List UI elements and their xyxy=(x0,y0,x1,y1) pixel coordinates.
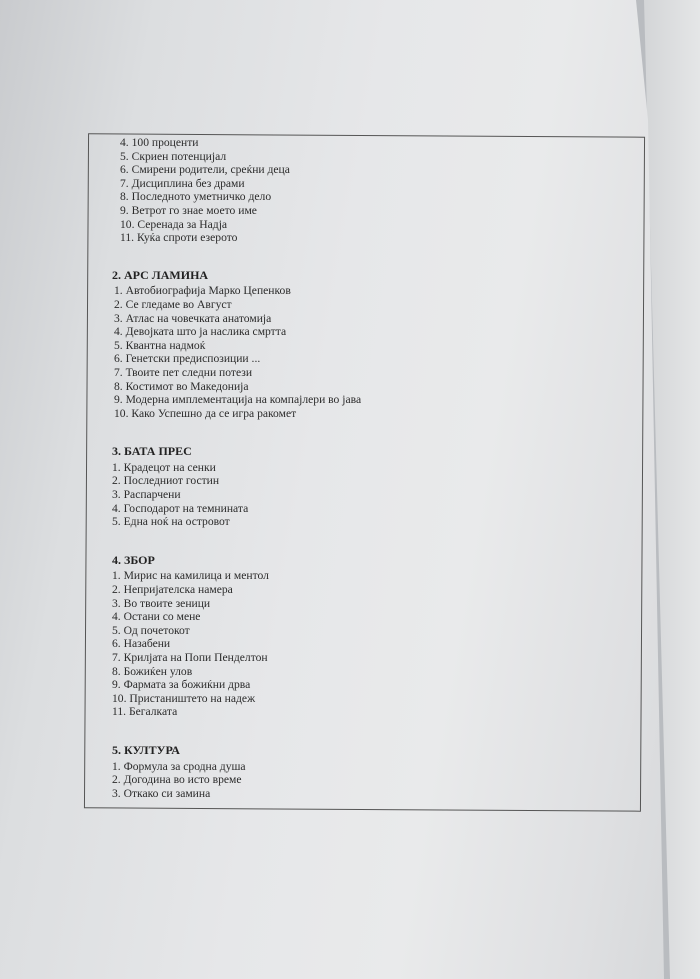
list-item: 10. Како Успешно да се игра ракомет xyxy=(114,406,297,420)
section-zbor xyxy=(112,554,612,719)
list-item: 8. Последното уметничко дело xyxy=(120,190,272,204)
list-item: 3. Атлас на човечката анатомија xyxy=(114,311,272,325)
list-item: 2. Непријателска намера xyxy=(112,583,233,597)
section-title: 2. АРС ЛАМИНА xyxy=(112,267,209,282)
list-item: 4. Девојката што ја наслика смртта xyxy=(114,325,287,339)
section-bata-pres xyxy=(112,445,612,529)
section-title: 5. КУЛТУРА xyxy=(112,742,180,757)
list-item: 9. Фармата за божиќни дрва xyxy=(112,678,251,692)
list-item: 6. Генетски предиспозиции ... xyxy=(114,352,261,366)
list-item: 2. Догодина во исто време xyxy=(112,773,242,787)
list-item: 5. Од почетокот xyxy=(112,623,190,637)
list-item: 8. Костимот во Македонија xyxy=(114,379,249,393)
list-item: 2. Се гледаме во Август xyxy=(114,297,232,311)
list-item: 2. Последниот гостин xyxy=(112,474,220,488)
list-item: 8. Божиќен улов xyxy=(112,664,193,678)
section-title: 3. БАТА ПРЕС xyxy=(112,444,192,459)
list-item: 1. Автобиографија Марко Цепенков xyxy=(114,284,291,298)
list-item: 3. Откако си замина xyxy=(112,786,211,800)
list-item: 4. Остани со мене xyxy=(112,610,201,624)
intro-list xyxy=(112,136,612,245)
section-kultura xyxy=(112,744,612,800)
list-item: 1. Мирис на камилица и ментол xyxy=(112,569,269,583)
section-ars-lamina xyxy=(112,269,612,421)
list-item: 7. Дисциплина без драми xyxy=(120,176,245,190)
list-item: 5. Една ноќ на островот xyxy=(112,515,230,529)
list-item: 6. Смирени родители, среќни деца xyxy=(120,163,290,177)
list-item: 10. Серенада за Надја xyxy=(120,217,228,231)
list-item: 7. Твоите пет следни потези xyxy=(114,365,253,379)
list-item: 10. Пристаништето на надеж xyxy=(112,691,256,705)
list-item: 11. Куќа спроти езерото xyxy=(120,231,238,245)
list-item: 1. Формула за сродна душа xyxy=(112,759,246,773)
list-item: 4. 100 проценти xyxy=(120,136,199,149)
list-item: 6. Назабени xyxy=(112,637,171,651)
publisher-list xyxy=(112,136,612,800)
list-item: 11. Бегалката xyxy=(112,705,178,719)
list-item: 3. Распарчени xyxy=(112,488,181,502)
list-item: 7. Крилјата на Попи Пенделтон xyxy=(112,651,268,664)
list-item: 9. Модерна имплементација на компајлери во јава xyxy=(114,393,362,407)
list-item: 3. Во твоите зеници xyxy=(112,596,211,610)
list-item: 5. Квантна надмоќ xyxy=(114,338,206,352)
list-item: 1. Крадецот на сенки xyxy=(112,460,216,474)
list-item: 5. Скриен потенцијал xyxy=(120,149,227,163)
list-item: 9. Ветрот го знае моето име xyxy=(120,203,257,217)
section-title: 4. ЗБОР xyxy=(112,552,155,567)
list-item: 4. Господарот на темнината xyxy=(112,501,249,515)
